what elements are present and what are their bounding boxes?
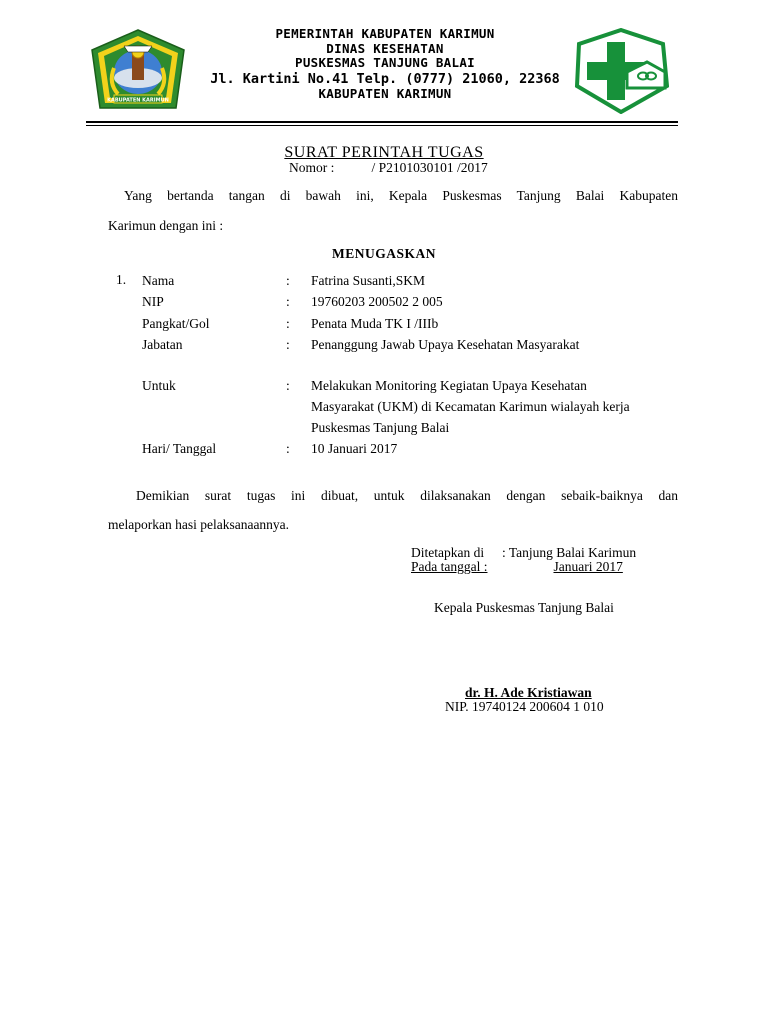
document-title: SURAT PERINTAH TUGAS	[284, 144, 484, 161]
ditetapkan-value: : Tanjung Balai Karimun	[502, 545, 637, 560]
label-pangkat: Pangkat/Gol	[142, 316, 210, 331]
pada-tanggal-line	[411, 559, 641, 575]
closing-line-2: melaporkan hasi pelaksanaannya.	[108, 517, 290, 532]
karimun-regency-emblem-icon	[88, 28, 188, 114]
letterhead-divider-thin	[86, 125, 678, 126]
pada-tanggal-label: Pada tanggal :	[411, 559, 488, 574]
value-untuk-line-3: Puskesmas Tanjung Balai	[311, 420, 450, 435]
value-nama: Fatrina Susanti,SKM	[311, 273, 426, 288]
label-jabatan: Jabatan	[142, 337, 183, 352]
document-number: Nomor : / P2101030101 /2017	[289, 160, 488, 175]
colon: :	[286, 294, 290, 309]
ditetapkan-label: Ditetapkan di	[411, 545, 485, 560]
opening-line-2: Karimun dengan ini :	[108, 218, 224, 233]
letterhead-divider-thick	[86, 121, 678, 123]
signatory-name: dr. H. Ade Kristiawan	[465, 685, 592, 700]
value-pangkat: Penata Muda TK I /IIIb	[311, 316, 439, 331]
letterhead-line2: DINAS KESEHATAN	[326, 40, 444, 56]
colon: :	[286, 273, 290, 288]
colon: :	[286, 441, 290, 456]
value-untuk-line-1: Melakukan Monitoring Kegiatan Upaya Kesehatan	[311, 378, 587, 393]
value-jabatan: Penanggung Jawab Upaya Kesehatan Masyarakat	[311, 337, 580, 352]
signatory-nip: NIP. 19740124 200604 1 010	[445, 699, 604, 714]
opening-line-1: Yang bertanda tangan di bawah ini, Kepala Puskesmas Tanjung Balai Kabupaten	[124, 188, 678, 203]
value-untuk-line-2: Masyarakat (UKM) di Kecamatan Karimun wialayah kerja	[311, 399, 630, 414]
signatory-position: Kepala Puskesmas Tanjung Balai	[434, 600, 614, 615]
label-tanggal: Hari/ Tanggal	[142, 441, 217, 456]
emblem-ribbon-text: KABUPATEN KARIMUN	[107, 97, 169, 104]
section-heading: MENUGASKAN	[331, 246, 436, 261]
value-tanggal: 10 Januari 2017	[311, 441, 398, 456]
value-nip: 19760203 200502 2 005	[311, 294, 443, 309]
letterhead-address: Jl. Kartini No.41 Telp. (0777) 21060, 22368	[210, 70, 560, 87]
letterhead-line1: PEMERINTAH KABUPATEN KARIMUN	[275, 26, 495, 41]
letterhead-line3: PUSKESMAS TANJUNG BALAI	[295, 55, 475, 70]
label-nama: Nama	[142, 273, 175, 288]
puskesmas-cross-icon	[573, 28, 669, 114]
letterhead-line5: KABUPATEN KARIMUN	[318, 85, 452, 101]
label-nip: NIP	[142, 294, 164, 309]
colon: :	[286, 316, 290, 331]
colon: :	[286, 337, 290, 352]
letterhead	[200, 27, 570, 101]
label-untuk: Untuk	[142, 378, 176, 393]
item-number: 1.	[116, 272, 127, 287]
pada-tanggal-value: Januari 2017	[553, 559, 623, 574]
closing-line-1: Demikian surat tugas ini dibuat, untuk dilaksanakan dengan sebaik-baiknya dan	[136, 488, 678, 503]
colon: :	[286, 378, 290, 393]
